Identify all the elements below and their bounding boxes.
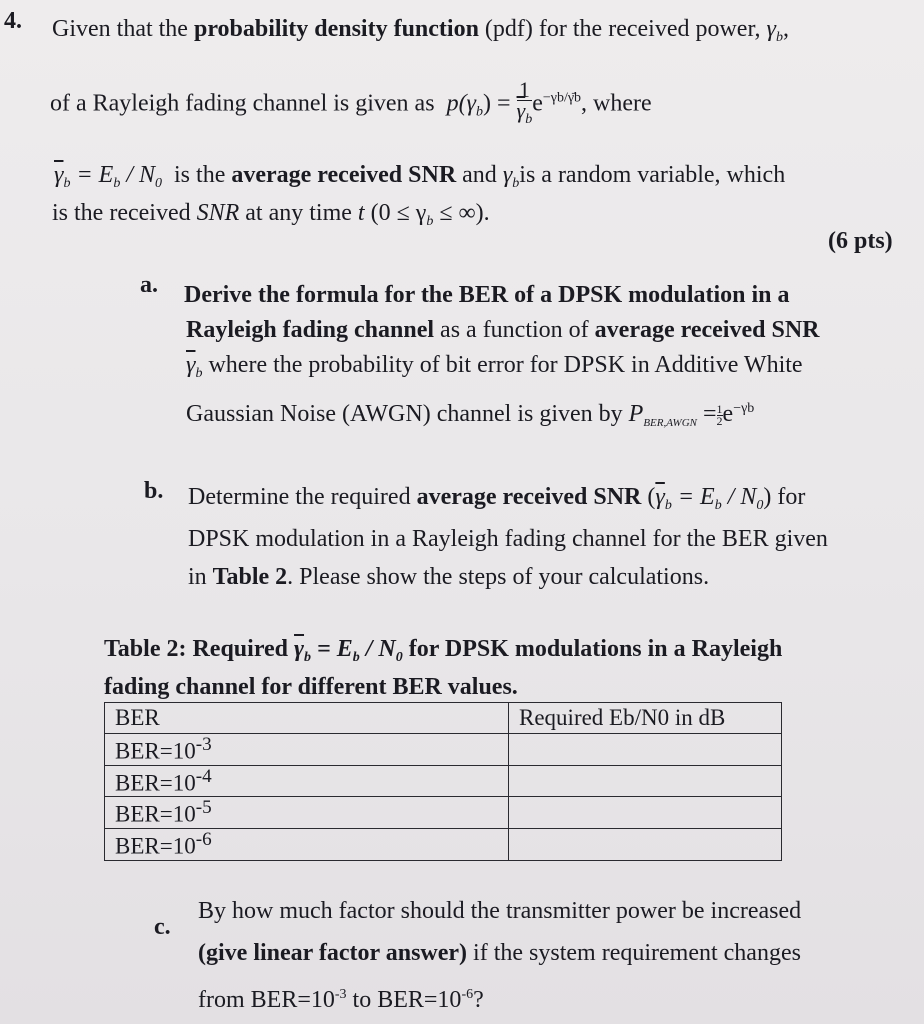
part-c-line-1: By how much factor should the transmitter power be increased — [198, 898, 802, 924]
table-caption-line-1: Table 2: Required $\overline{\gamma}_b = E_b / N_0$ for DPSK modulations in a Rayleigh — [104, 636, 783, 665]
part-c-line-3: from $BER=10^{-3}$ to $BER=10^{-6}$? — [198, 987, 484, 1013]
table-cell-ber: $BER=10^{-5}$ — [105, 797, 509, 829]
part-a-line-2: Rayleigh fading channel as a function of average received SNR — [186, 317, 820, 343]
question-line-3: $\overline{\gamma}_b = E_b / N_0$ is the average received SNR and $\gamma_bis$ a random variable, which — [54, 162, 786, 191]
table-row — [105, 828, 782, 860]
part-b-label: b. — [144, 478, 164, 504]
part-c-line-2: (give linear factor answer) if the system requirement changes — [198, 940, 801, 966]
table-cell-ber: $BER=10^{-3}$ — [105, 734, 509, 766]
table-header-row — [105, 703, 782, 734]
points-label: (6 pts) — [828, 228, 893, 254]
part-b-line-2: DPSK modulation in a Rayleigh fading channel for the BER given — [188, 526, 828, 552]
table-cell-value[interactable] — [509, 828, 782, 860]
table-header-ber: BER — [105, 703, 509, 734]
part-a-line-4: Gaussian Noise (AWGN) channel is given by $P_{BER,AWGN}$ = $\frac{1}{2}e^{-\gamma b}$ — [186, 401, 755, 429]
table-cell-value[interactable] — [509, 765, 782, 797]
pdf-fraction: $\frac{1}{\overline{\gamma}_b}$ — [516, 77, 533, 127]
part-b-line-1: Determine the required average received SNR $(\overline{\gamma}_b = E_b / N_0)$ for — [188, 484, 806, 513]
question-line-1: Given that the probability density function (pdf) for the received power, $\gamma_b$, — [52, 16, 789, 45]
half-fraction: $\frac{1}{2}$ — [716, 401, 723, 428]
table-cell-value[interactable] — [509, 797, 782, 829]
question-line-2: of a Rayleigh fading channel is given as $p(\gamma_b)$ = $\frac{1}{\overline{\gamma}_b}$ $e^{-\gamma b/\gammāb}$, where — [50, 80, 652, 130]
table-cell-ber: $BER=10^{-4}$ — [105, 765, 509, 797]
part-a-line-3: $\overline{\gamma}_b$ where the probability of bit error for DPSK in Additive White — [186, 352, 803, 381]
table-row — [105, 734, 782, 766]
table-row — [105, 765, 782, 797]
part-b-line-3: in Table 2. Please show the steps of your calculations. — [188, 564, 710, 590]
part-a-line-1: Derive the formula for the BER of a DPSK modulation in a — [184, 282, 790, 308]
table-cell-ber: $BER=10^{-6}$ — [105, 828, 509, 860]
table-cell-value[interactable] — [509, 734, 782, 766]
part-c-label: c. — [154, 914, 171, 940]
question-line-4: is the received SNR at any time t ($0 \le \gamma_b$ ≤ ∞). — [52, 200, 490, 229]
question-number: 4. — [4, 8, 22, 34]
table-caption-line-2: fading channel for different BER values. — [104, 674, 518, 700]
ber-table — [104, 702, 782, 861]
table-row — [105, 797, 782, 829]
table-header-required: Required Eb/N0 in dB — [509, 703, 782, 734]
part-a-label: a. — [140, 272, 158, 298]
